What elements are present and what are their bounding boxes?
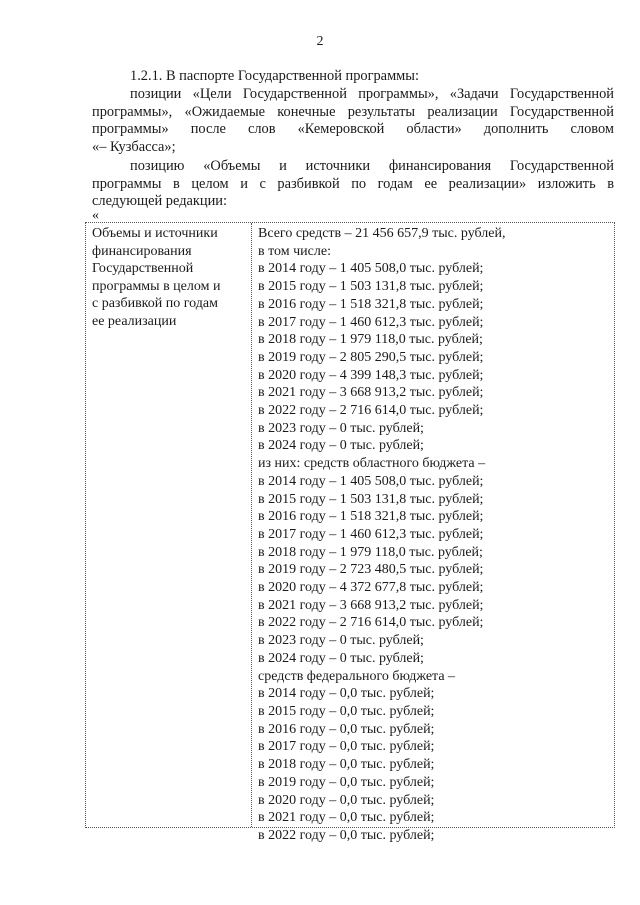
funding-line: в 2021 году – 3 668 913,2 тыс. рублей;	[258, 385, 484, 401]
funding-line: в 2020 году – 0,0 тыс. рублей;	[258, 792, 435, 808]
funding-line: в 2016 году – 1 518 321,8 тыс. рублей;	[258, 509, 484, 525]
funding-line: в 2020 году – 4 372 677,8 тыс. рублей;	[258, 580, 484, 596]
section-heading	[92, 68, 614, 86]
opening-quote: «	[92, 208, 99, 223]
label-line: финансирования	[92, 243, 192, 259]
funding-line: в 2022 году – 0,0 тыс. рублей;	[258, 827, 435, 843]
funding-line: в 2015 году – 1 503 131,8 тыс. рублей;	[258, 279, 484, 295]
funding-line: в 2024 году – 0 тыс. рублей;	[258, 650, 424, 666]
funding-line: в 2016 году – 1 518 321,8 тыс. рублей;	[258, 296, 484, 312]
paragraph-line: программы в целом и с разбивкой по годам ее реализации» изложить в	[92, 175, 614, 192]
funding-line: в 2019 году – 2 723 480,5 тыс. рублей;	[258, 562, 484, 578]
funding-line: в том числе:	[258, 243, 331, 259]
funding-line: в 2015 году – 0,0 тыс. рублей;	[258, 703, 435, 719]
funding-line: Всего средств – 21 456 657,9 тыс. рублей,	[258, 226, 506, 241]
label-line: программы в целом и	[92, 278, 221, 294]
funding-line: в 2017 году – 0,0 тыс. рублей;	[258, 739, 435, 755]
funding-line: в 2016 году – 0,0 тыс. рублей;	[258, 721, 435, 737]
funding-line: в 2017 году – 1 460 612,3 тыс. рублей;	[258, 526, 484, 542]
label-line: ее реализации	[92, 313, 177, 329]
funding-line: в 2018 году – 1 979 118,0 тыс. рублей;	[258, 544, 483, 560]
paragraph-line: «– Кузбасса»;	[92, 138, 176, 155]
funding-line: в 2019 году – 0,0 тыс. рублей;	[258, 774, 435, 790]
paragraph-line: программы», «Ожидаемые конечные результаты реализации Государственной	[92, 103, 614, 120]
funding-line: в 2021 году – 3 668 913,2 тыс. рублей;	[258, 597, 484, 613]
label-line: Государственной	[92, 261, 194, 277]
column-divider	[251, 223, 252, 827]
funding-line: в 2014 году – 0,0 тыс. рублей;	[258, 686, 435, 702]
page-number: 2	[316, 34, 324, 49]
funding-line: в 2018 году – 1 979 118,0 тыс. рублей;	[258, 332, 483, 348]
funding-line: в 2015 году – 1 503 131,8 тыс. рублей;	[258, 491, 484, 507]
funding-line: в 2017 году – 1 460 612,3 тыс. рублей;	[258, 314, 484, 330]
funding-line: в 2023 году – 0 тыс. рублей;	[258, 633, 424, 649]
funding-line: в 2014 году – 1 405 508,0 тыс. рублей;	[258, 261, 484, 277]
paragraph-line: позиции «Цели Государственной программы», «Задачи Государственной	[130, 86, 614, 102]
paragraph-line: следующей редакции:	[92, 193, 227, 210]
funding-line: в 2022 году – 2 716 614,0 тыс. рублей;	[258, 403, 484, 419]
funding-line: из них: средств областного бюджета –	[258, 456, 486, 472]
funding-line: в 2019 году – 2 805 290,5 тыс. рублей;	[258, 349, 484, 365]
label-line: Объемы и источники	[92, 226, 218, 241]
paragraph-funding	[92, 158, 614, 211]
funding-table	[85, 222, 615, 843]
paragraph-line: программы» после слов «Кемеровской области» дополнить словом	[92, 121, 614, 138]
label-line: с разбивкой по годам	[92, 296, 218, 312]
funding-line: в 2023 году – 0 тыс. рублей;	[258, 420, 424, 436]
table-label-cell	[92, 225, 248, 331]
funding-line: в 2022 году – 2 716 614,0 тыс. рублей;	[258, 615, 484, 631]
paragraph-goals	[92, 86, 614, 156]
table-value-cell	[258, 225, 610, 845]
funding-line: средств федерального бюджета –	[258, 668, 456, 684]
paragraph-line: позицию «Объемы и источники финансирования Государственной	[130, 158, 614, 174]
funding-line: в 2024 году – 0 тыс. рублей;	[258, 438, 424, 454]
funding-line: в 2021 году – 0,0 тыс. рублей;	[258, 810, 435, 826]
funding-line: в 2018 году – 0,0 тыс. рублей;	[258, 757, 435, 773]
funding-line: в 2014 году – 1 405 508,0 тыс. рублей;	[258, 473, 484, 489]
funding-line: в 2020 году – 4 399 148,3 тыс. рублей;	[258, 367, 484, 383]
heading-line: 1.2.1. В паспорте Государственной программы:	[130, 68, 419, 84]
